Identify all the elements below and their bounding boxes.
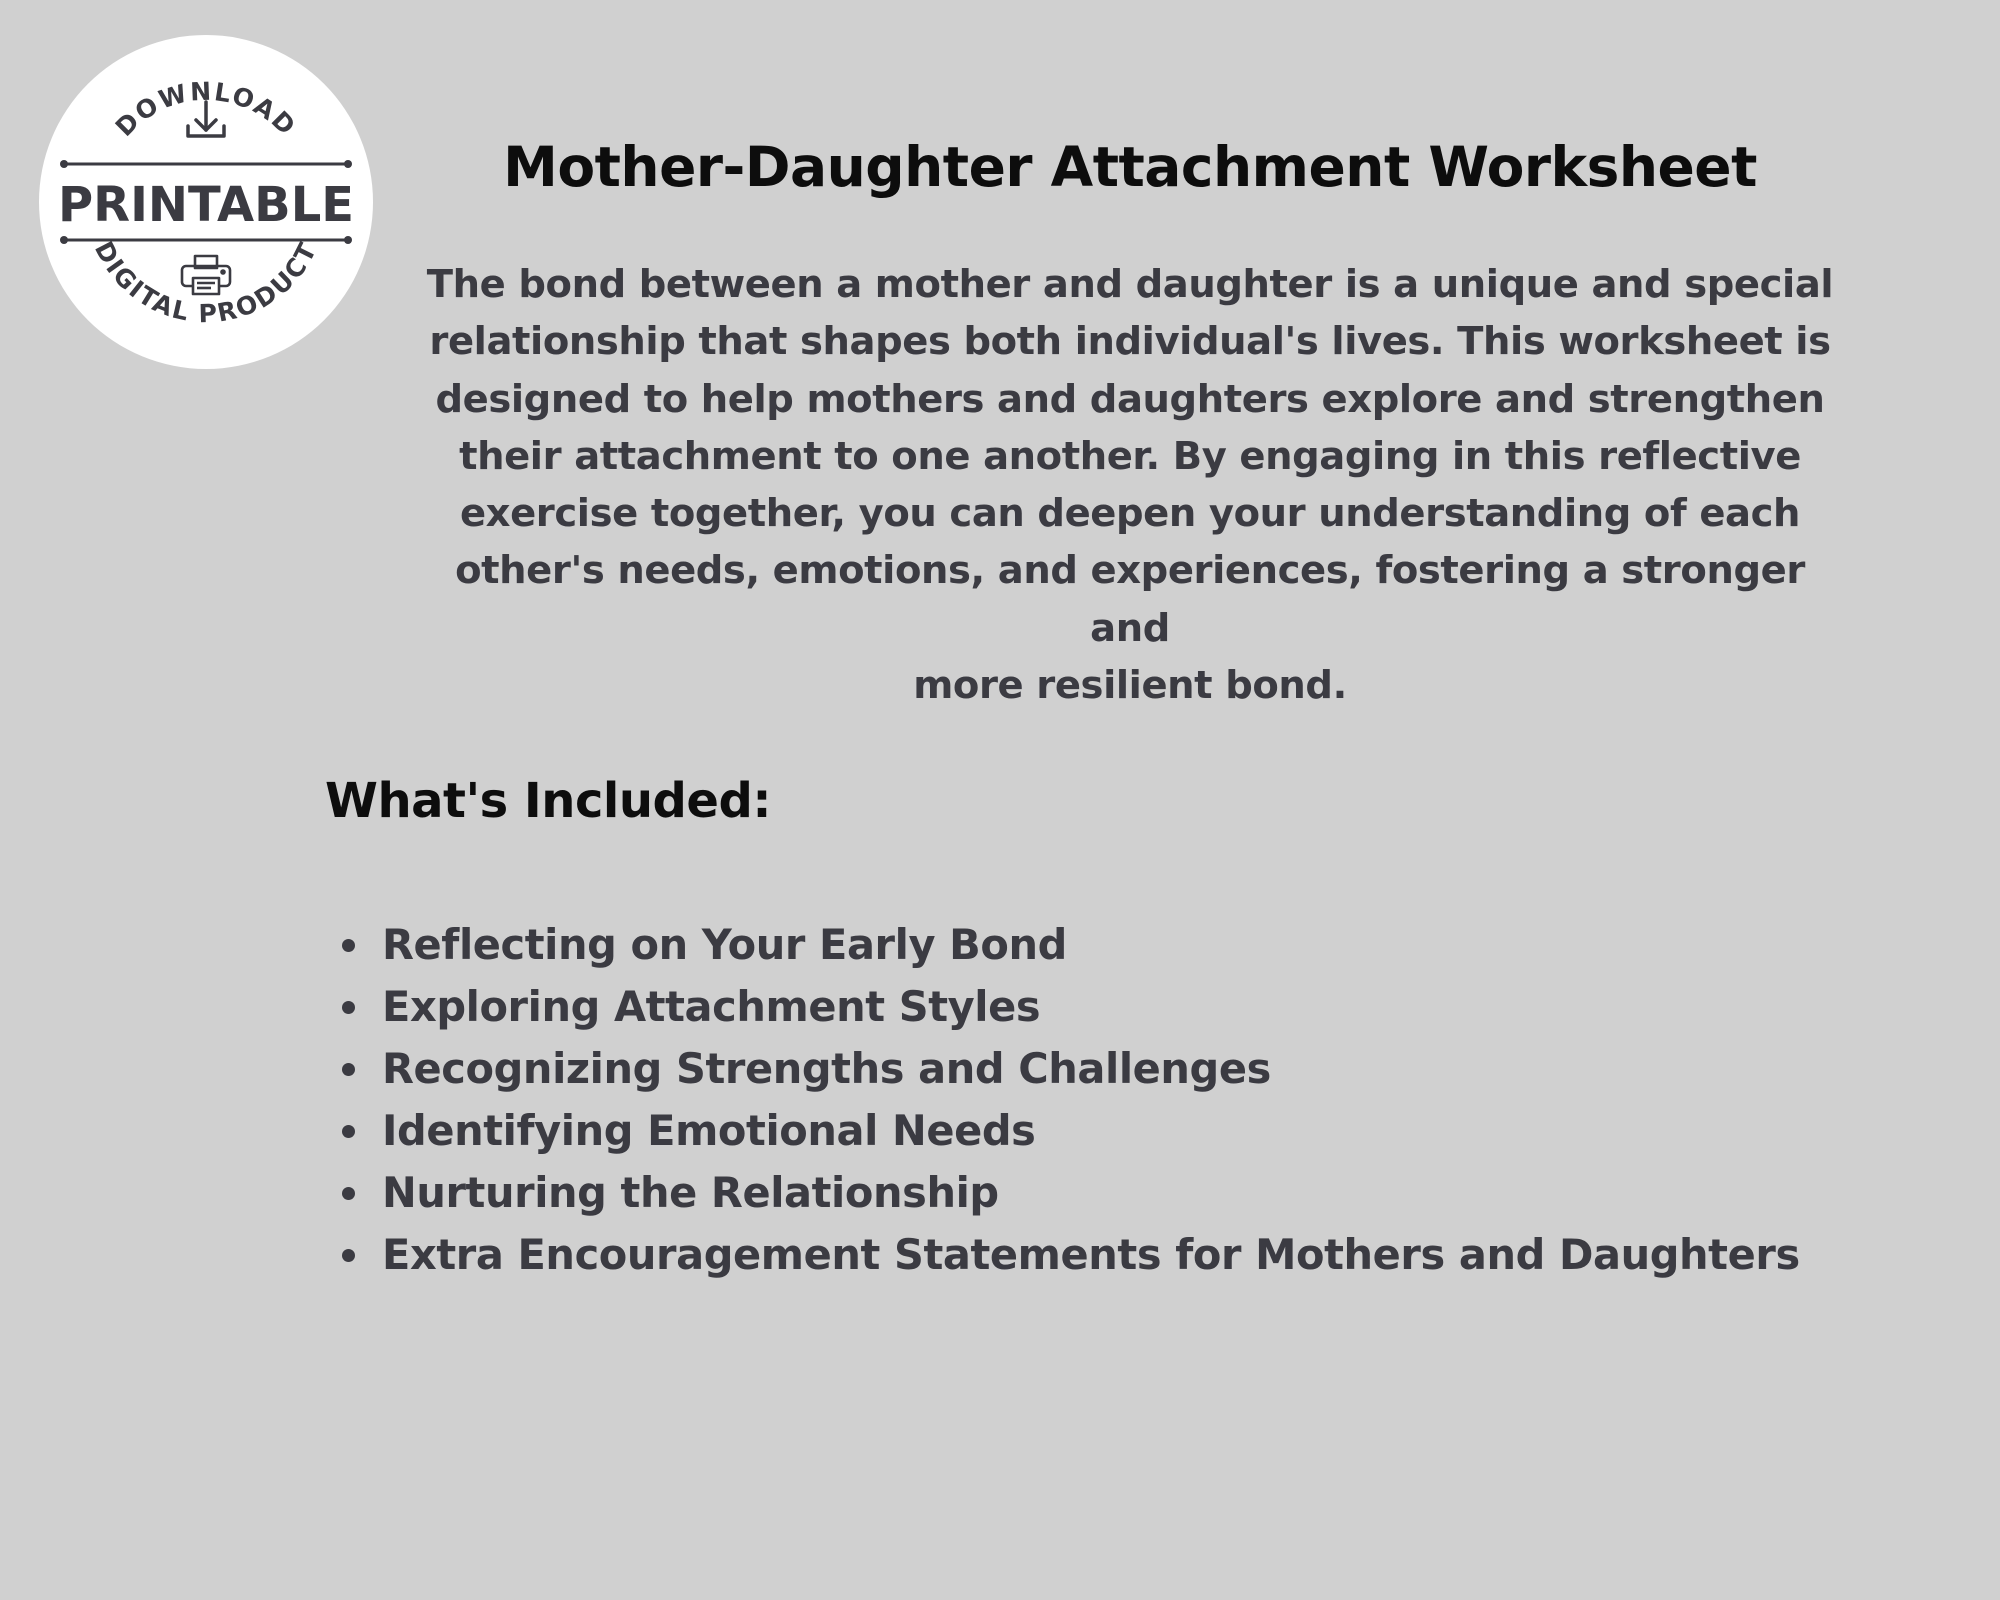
included-list: [330, 914, 1930, 1286]
included-heading: What's Included:: [325, 773, 772, 829]
list-item-text: Recognizing Strengths and Challenges: [382, 1044, 1271, 1093]
list-item-text: Nurturing the Relationship: [382, 1168, 999, 1217]
intro-line: their attachment to one another. By engaging in this reflective: [459, 433, 1801, 479]
list-item: [330, 1100, 1930, 1162]
bullet-icon: [342, 1249, 355, 1262]
list-item-text: Exploring Attachment Styles: [382, 982, 1041, 1031]
list-item-text: Identifying Emotional Needs: [382, 1106, 1036, 1155]
bullet-icon: [342, 939, 355, 952]
bullet-icon: [342, 1187, 355, 1200]
intro-line: The bond between a mother and daughter is a unique and special: [426, 262, 1834, 307]
printable-badge: [38, 34, 374, 370]
badge-bottom-text: DIGITAL PRODUCT: [88, 236, 323, 329]
list-item: [330, 1038, 1930, 1100]
intro-line: more resilient bond.: [913, 663, 1347, 709]
intro-line: other's needs, emotions, and experiences, fostering a stronger and: [455, 548, 1805, 651]
intro-line: designed to help mothers and daughters explore and strengthen: [435, 376, 1825, 422]
bullet-icon: [342, 1125, 355, 1138]
intro-line: relationship that shapes both individual's lives. This worksheet is: [429, 319, 1831, 365]
intro-line: exercise together, you can deepen your understanding of each: [459, 491, 1801, 537]
intro-paragraph: [420, 256, 1840, 714]
list-item: [330, 1224, 1930, 1286]
bullet-icon: [342, 1001, 355, 1014]
page-title: Mother-Daughter Attachment Worksheet: [503, 135, 1757, 199]
badge-top-text: DOWNLOAD: [109, 76, 303, 143]
bullet-icon: [342, 1063, 355, 1076]
badge-center-text: PRINTABLE: [58, 177, 354, 233]
list-item-text: Reflecting on Your Early Bond: [382, 920, 1067, 969]
list-item-text: Extra Encouragement Statements for Mothers and Daughters: [382, 1230, 1800, 1279]
list-item: [330, 1162, 1930, 1224]
list-item: [330, 976, 1930, 1038]
list-item: [330, 914, 1930, 976]
badge-graphic: [38, 34, 374, 370]
